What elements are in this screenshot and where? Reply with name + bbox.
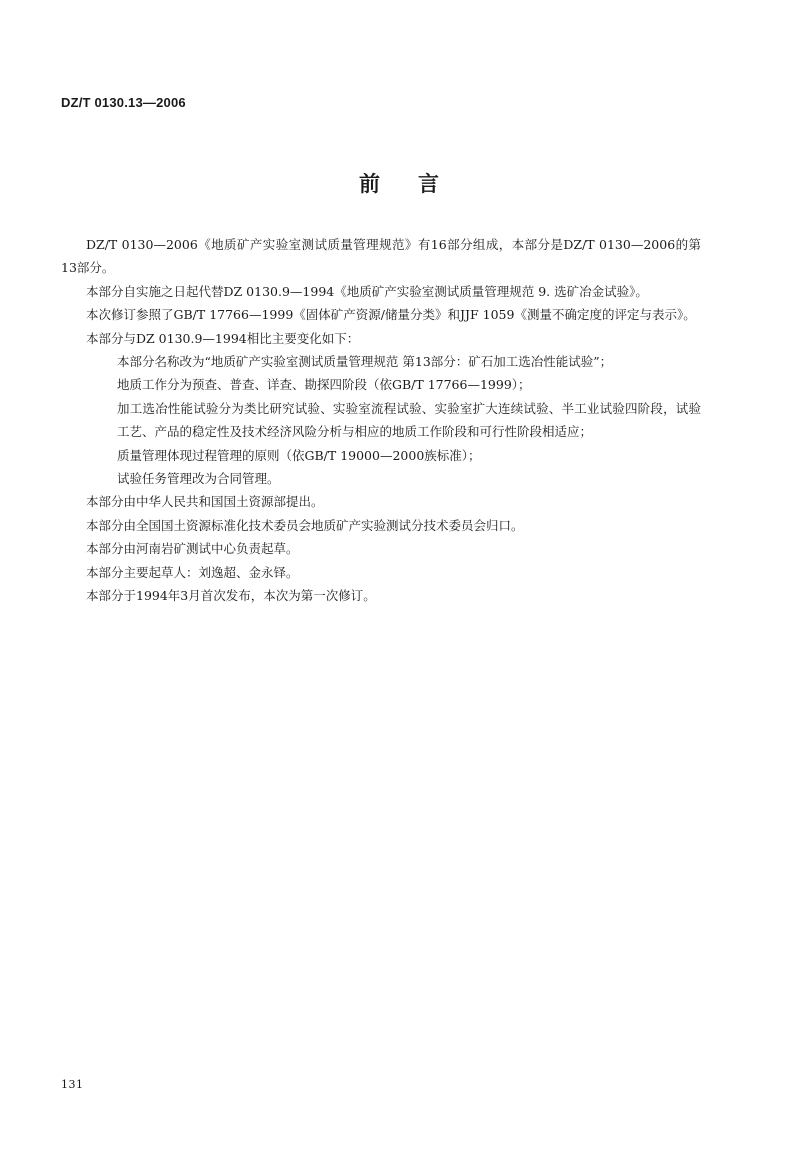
change-item: 加工选冶性能试验分为类比研究试验、实验室流程试验、实验室扩大连续试验、半工业试验四阶段，试验工艺、产品的稳定性及技术经济风险分析与相应的地质工作阶段和可行性阶段相适应； <box>117 400 701 440</box>
paragraph-history: 本部分于1994年3月首次发布，本次为第一次修订。 <box>86 588 376 604</box>
document-code: DZ/T 0130.13—2006 <box>61 95 186 110</box>
foreword-body <box>61 233 701 608</box>
change-item: 地质工作分为预查、普查、详查、勘探四阶段（依GB/T 17766—1999）； <box>117 377 531 393</box>
paragraph-proposer: 本部分由中华人民共和国国土资源部提出。 <box>86 494 324 510</box>
change-item: 本部分名称改为“地质矿产实验室测试质量管理规范 第13部分：矿石加工选冶性能试验”； <box>117 354 613 370</box>
paragraph-drafter: 本部分由河南岩矿测试中心负责起草。 <box>86 541 299 557</box>
paragraph-references: 本次修订参照了GB/T 17766—1999《固体矿产资源/储量分类》和JJF 1059《测量不确定度的评定与表示》。 <box>86 307 696 323</box>
change-item: 试验任务管理改为合同管理。 <box>117 471 280 487</box>
page-number: 131 <box>61 1078 84 1091</box>
paragraph-composition: DZ/T 0130—2006《地质矿产实验室测试质量管理规范》有16部分组成，本部分是DZ/T 0130—2006的第13部分。 <box>61 237 701 276</box>
change-item: 质量管理体现过程管理的原则（依GB/T 19000—2000族标准）； <box>117 447 481 463</box>
paragraph-replacement: 本部分自实施之日起代替DZ 0130.9—1994《地质矿产实验室测试质量管理规范 9. 选矿冶金试验》。 <box>86 283 648 299</box>
page-title: 前言 <box>359 172 477 196</box>
paragraph-changes-intro: 本部分与DZ 0130.9—1994相比主要变化如下： <box>86 330 360 346</box>
paragraph-centralized: 本部分由全国国土资源标准化技术委员会地质矿产实验测试分技术委员会归口。 <box>86 517 524 533</box>
paragraph-authors: 本部分主要起草人：刘逸超、金永铎。 <box>86 564 299 580</box>
